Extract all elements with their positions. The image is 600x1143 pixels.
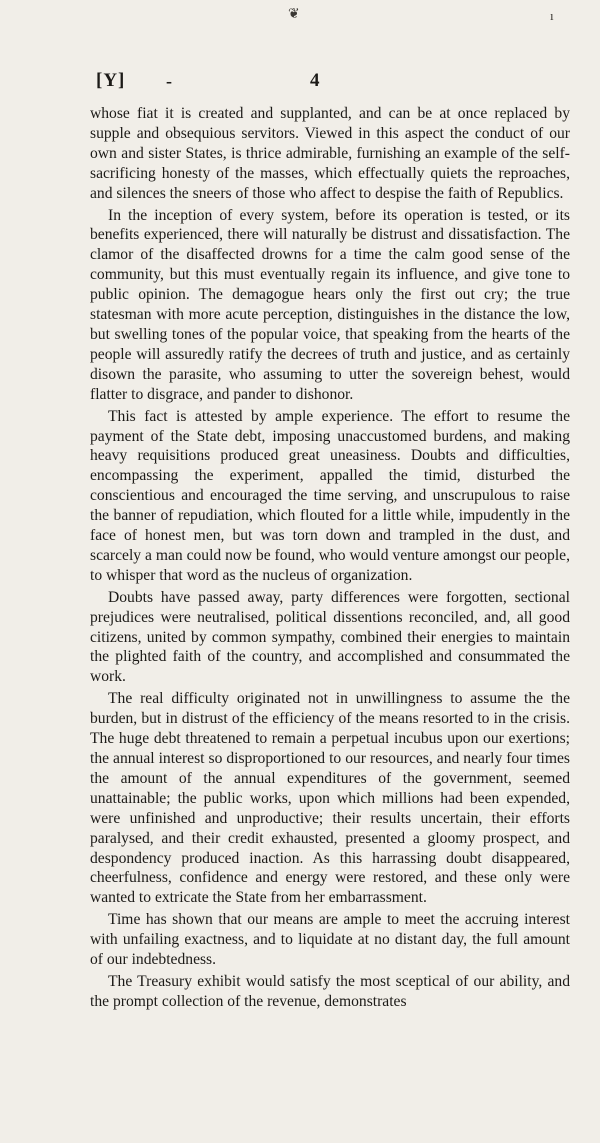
paragraph-means: Time has shown that our means are ample to meet the accruing interest with unfailing exactness, and to liquidate at no distant day, the full amount of our indebtedness. xyxy=(90,911,570,969)
paragraph-inception: In the inception of every system, before its operation is tested, or its benefits experienced, there will naturally be distrust and dissatisfaction. The clamor of the disaffected drowns for a time the calm good sense of the community, but this must eventually regain its influence, and give tone to public opinion. The demagogue hears only the first out cry; the true statesman with more acute perception, distinguishes in the distance the low, but swelling tones of the popular voice, that speaking from the hearts of the people will assuredly ratify the decrees of truth and justice, and as certainly disown the parasite, who assuming to utter the sovereign behest, would flatter to disgrace, and pander to dishonor. xyxy=(90,206,570,403)
body-text xyxy=(90,104,570,1012)
paragraph-continuation: whose fiat it is created and supplanted, and can be at once replaced by supple and obsequious servitors. Viewed in this aspect the conduct of our own and sister States, is thrice admirable, furnishing an example of the self-sacrificing honesty of the masses, which effectually quiets the reproaches, and silences the sneers of those who affect to despise the faith of Republics. xyxy=(90,105,570,202)
page-number: 4 xyxy=(310,70,320,91)
page-header xyxy=(96,70,376,100)
ink-mark-top: ❦ xyxy=(288,7,300,22)
signature-mark: [Y] xyxy=(96,70,126,91)
paragraph-real-difficulty: The real difficulty originated not in unwillingness to assume the the burden, but in distrust of the efficiency of the means resorted to in the crisis. The huge debt threatened to remain a perpetual incubus upon our exertions; the annual interest so disproportioned to our resources, and nearly four times the amount of the annual expenditures of the government, seemed unattainable; the public works, upon which millions had been expended, were unfinished and unproductive; their results uncertain, their efforts paralysed, and their credit exhausted, presented a gloomy prospect, and despondency produced inaction. As this harrassing doubt disappeared, cheerfulness, confidence and energy were restored, and these only were wanted to extricate the State from her embarrassment. xyxy=(90,690,570,907)
paragraph-treasury: The Treasury exhibit would satisfy the most sceptical of our ability, and the prompt collection of the revenue, demonstrates xyxy=(90,972,570,1010)
paragraph-experience: This fact is attested by ample experience. The effort to resume the payment of the State debt, imposing unaccustomed burdens, and making heavy requisitions produced great uneasiness. Doubts and difficulties, encompassing the experiment, appalled the timid, disturbed the conscientious and encouraged the time serving, and unscrupulous to raise the banner of repudiation, which flouted for a little while, impudently in the face of honest men, but was torn down and trampled in the dust, and scarcely a man could now be found, who would venture amongst our people, to whisper that word as the nucleus of organization. xyxy=(90,407,570,584)
paragraph-doubts: Doubts have passed away, party differences were forgotten, sectional prejudices were neutralised, political dissentions reconciled, and, all good citizens, united by common sympathy, combined their energies to maintain the plighted faith of the country, and accomplished and consummated the work. xyxy=(90,588,570,686)
ink-mark-right: ı xyxy=(550,8,554,23)
header-dash: - xyxy=(166,71,172,91)
